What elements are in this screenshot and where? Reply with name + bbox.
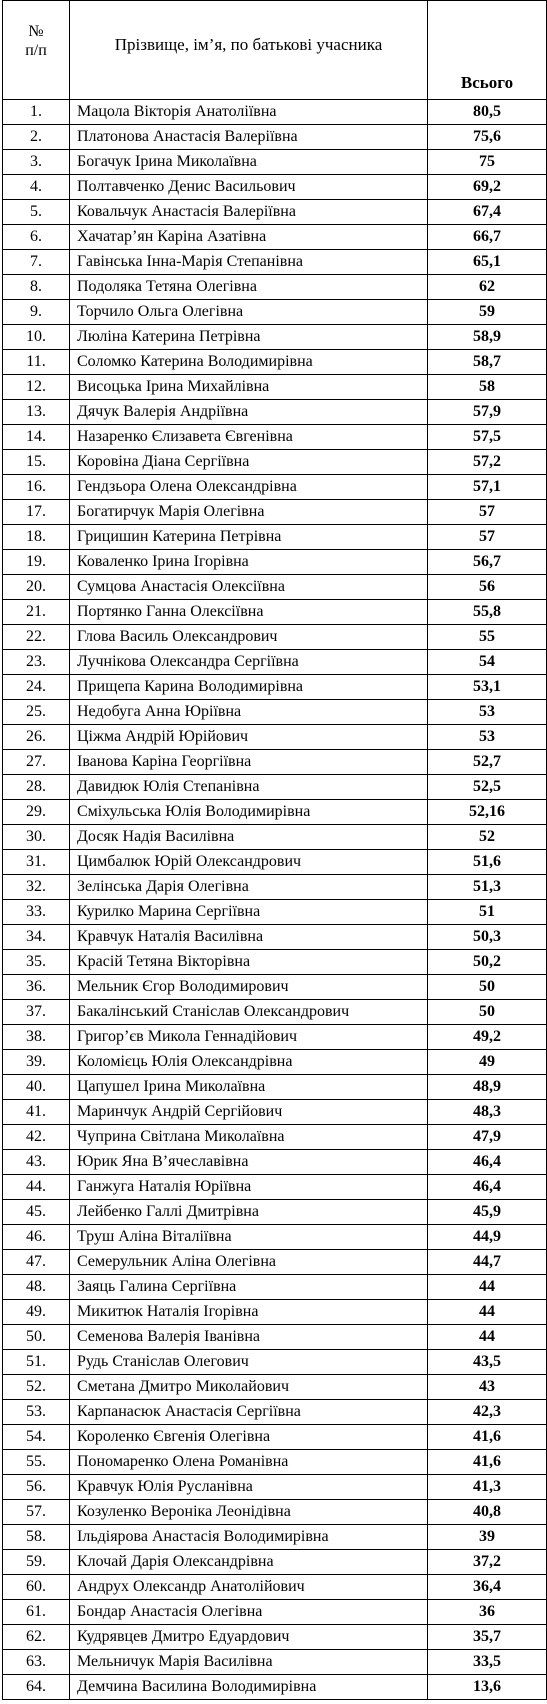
table-row bbox=[3, 1550, 547, 1575]
row-number: 53. bbox=[3, 1400, 70, 1425]
participant-name: Козуленко Вероніка Леонідівна bbox=[70, 1500, 428, 1525]
total-score: 55,8 bbox=[428, 600, 547, 625]
participant-name: Глова Василь Олександрович bbox=[70, 625, 428, 650]
participant-name: Карпанасюк Анастасія Сергіївна bbox=[70, 1400, 428, 1425]
participant-name: Платонова Анастасія Валеріївна bbox=[70, 125, 428, 150]
table-row bbox=[3, 550, 547, 575]
participant-name: Висоцька Ірина Михайлівна bbox=[70, 375, 428, 400]
table-row bbox=[3, 1100, 547, 1125]
participant-name: Маринчук Андрій Сергійович bbox=[70, 1100, 428, 1125]
total-score: 36,4 bbox=[428, 1575, 547, 1600]
total-score: 62 bbox=[428, 275, 547, 300]
table-row bbox=[3, 350, 547, 375]
table-row bbox=[3, 1300, 547, 1325]
total-score: 58 bbox=[428, 375, 547, 400]
participant-name: Семерульник Аліна Олегівна bbox=[70, 1250, 428, 1275]
table-row bbox=[3, 1475, 547, 1500]
table-row bbox=[3, 675, 547, 700]
row-number: 40. bbox=[3, 1075, 70, 1100]
total-score: 65,1 bbox=[428, 250, 547, 275]
row-number: 48. bbox=[3, 1275, 70, 1300]
participant-name: Ільдіярова Анастасія Володимирівна bbox=[70, 1525, 428, 1550]
row-number: 57. bbox=[3, 1500, 70, 1525]
row-number: 49. bbox=[3, 1300, 70, 1325]
table-row bbox=[3, 1675, 547, 1700]
row-number: 46. bbox=[3, 1225, 70, 1250]
table-row bbox=[3, 1250, 547, 1275]
total-score: 58,7 bbox=[428, 350, 547, 375]
total-score: 50,2 bbox=[428, 950, 547, 975]
table-row bbox=[3, 300, 547, 325]
participant-name: Досяк Надія Василівна bbox=[70, 825, 428, 850]
row-number: 20. bbox=[3, 575, 70, 600]
total-score: 57,9 bbox=[428, 400, 547, 425]
participant-name: Полтавченко Денис Васильович bbox=[70, 175, 428, 200]
total-score: 36 bbox=[428, 1600, 547, 1625]
row-number: 17. bbox=[3, 500, 70, 525]
row-number: 35. bbox=[3, 950, 70, 975]
table-row bbox=[3, 1625, 547, 1650]
row-number: 4. bbox=[3, 175, 70, 200]
total-score: 57 bbox=[428, 525, 547, 550]
total-score: 52 bbox=[428, 825, 547, 850]
participant-name: Грицишин Катерина Петрівна bbox=[70, 525, 428, 550]
total-score: 75 bbox=[428, 150, 547, 175]
row-number: 12. bbox=[3, 375, 70, 400]
participant-name: Сумцова Анастасія Олексіївна bbox=[70, 575, 428, 600]
table-row bbox=[3, 1075, 547, 1100]
table-row bbox=[3, 325, 547, 350]
row-number: 45. bbox=[3, 1200, 70, 1225]
participant-name: Клочай Дарія Олександрівна bbox=[70, 1550, 428, 1575]
total-score: 54 bbox=[428, 650, 547, 675]
table-row bbox=[3, 1350, 547, 1375]
table-row bbox=[3, 450, 547, 475]
table-row bbox=[3, 850, 547, 875]
table-row bbox=[3, 1025, 547, 1050]
total-score: 50 bbox=[428, 1000, 547, 1025]
table-row bbox=[3, 650, 547, 675]
total-score: 75,6 bbox=[428, 125, 547, 150]
total-score: 51 bbox=[428, 900, 547, 925]
participant-name: Ковальчук Анастасія Валеріївна bbox=[70, 200, 428, 225]
total-score: 57,1 bbox=[428, 475, 547, 500]
participant-name: Юрик Яна В’ячеславівна bbox=[70, 1150, 428, 1175]
table-row bbox=[3, 1150, 547, 1175]
table-row bbox=[3, 750, 547, 775]
total-score: 42,3 bbox=[428, 1400, 547, 1425]
row-number: 19. bbox=[3, 550, 70, 575]
row-number: 26. bbox=[3, 725, 70, 750]
header-number-symbol: № bbox=[28, 23, 44, 40]
total-score: 58,9 bbox=[428, 325, 547, 350]
total-score: 55 bbox=[428, 625, 547, 650]
row-number: 62. bbox=[3, 1625, 70, 1650]
table-row bbox=[3, 1375, 547, 1400]
participant-name: Хачатар’ян Каріна Азатівна bbox=[70, 225, 428, 250]
row-number: 61. bbox=[3, 1600, 70, 1625]
participant-name: Лейбенко Галлі Дмитрівна bbox=[70, 1200, 428, 1225]
row-number: 51. bbox=[3, 1350, 70, 1375]
row-number: 16. bbox=[3, 475, 70, 500]
total-score: 44,9 bbox=[428, 1225, 547, 1250]
participant-name: Пономаренко Олена Романівна bbox=[70, 1450, 428, 1475]
row-number: 55. bbox=[3, 1450, 70, 1475]
participant-name: Коваленко Ірина Ігорівна bbox=[70, 550, 428, 575]
table-row bbox=[3, 875, 547, 900]
participant-name: Дячук Валерія Андріївна bbox=[70, 400, 428, 425]
row-number: 31. bbox=[3, 850, 70, 875]
table-row bbox=[3, 100, 547, 125]
table-body bbox=[3, 100, 547, 1700]
total-score: 53,1 bbox=[428, 675, 547, 700]
row-number: 14. bbox=[3, 425, 70, 450]
row-number: 27. bbox=[3, 750, 70, 775]
row-number: 34. bbox=[3, 925, 70, 950]
row-number: 39. bbox=[3, 1050, 70, 1075]
table-row bbox=[3, 1050, 547, 1075]
table-row bbox=[3, 975, 547, 1000]
table-row bbox=[3, 400, 547, 425]
row-number: 22. bbox=[3, 625, 70, 650]
total-score: 57,2 bbox=[428, 450, 547, 475]
table-row bbox=[3, 1650, 547, 1675]
total-score: 53 bbox=[428, 725, 547, 750]
table-row bbox=[3, 725, 547, 750]
total-score: 47,9 bbox=[428, 1125, 547, 1150]
participant-name: Лучнікова Олександра Сергіївна bbox=[70, 650, 428, 675]
participant-name: Богатирчук Марія Олегівна bbox=[70, 500, 428, 525]
total-score: 49,2 bbox=[428, 1025, 547, 1050]
total-score: 51,6 bbox=[428, 850, 547, 875]
table-row bbox=[3, 625, 547, 650]
total-score: 39 bbox=[428, 1525, 547, 1550]
table-row bbox=[3, 1325, 547, 1350]
participant-name: Григор’єв Микола Геннадійович bbox=[70, 1025, 428, 1050]
header-total: Всього bbox=[428, 1, 547, 100]
table-row bbox=[3, 925, 547, 950]
row-number: 37. bbox=[3, 1000, 70, 1025]
header-name: Прізвище, ім’я, по батькові учасника bbox=[70, 1, 428, 100]
total-score: 66,7 bbox=[428, 225, 547, 250]
participant-name: Торчило Ольга Олегівна bbox=[70, 300, 428, 325]
total-score: 43 bbox=[428, 1375, 547, 1400]
row-number: 6. bbox=[3, 225, 70, 250]
participant-name: Андрух Олександр Анатолійович bbox=[70, 1575, 428, 1600]
total-score: 44 bbox=[428, 1325, 547, 1350]
table-row bbox=[3, 1575, 547, 1600]
total-score: 57,5 bbox=[428, 425, 547, 450]
participant-name: Микитюк Наталія Ігорівна bbox=[70, 1300, 428, 1325]
row-number: 56. bbox=[3, 1475, 70, 1500]
row-number: 59. bbox=[3, 1550, 70, 1575]
participant-name: Мацола Вікторія Анатоліївна bbox=[70, 100, 428, 125]
row-number: 18. bbox=[3, 525, 70, 550]
row-number: 41. bbox=[3, 1100, 70, 1125]
table-row bbox=[3, 250, 547, 275]
participant-name: Соломко Катерина Володимирівна bbox=[70, 350, 428, 375]
table-row bbox=[3, 700, 547, 725]
row-number: 50. bbox=[3, 1325, 70, 1350]
results-table bbox=[2, 0, 547, 1700]
row-number: 47. bbox=[3, 1250, 70, 1275]
row-number: 5. bbox=[3, 200, 70, 225]
row-number: 52. bbox=[3, 1375, 70, 1400]
total-score: 40,8 bbox=[428, 1500, 547, 1525]
participant-name: Чуприна Світлана Миколаївна bbox=[70, 1125, 428, 1150]
row-number: 1. bbox=[3, 100, 70, 125]
table-row bbox=[3, 225, 547, 250]
participant-name: Коровіна Діана Сергіївна bbox=[70, 450, 428, 475]
total-score: 13,6 bbox=[428, 1675, 547, 1700]
row-number: 13. bbox=[3, 400, 70, 425]
participant-name: Ціжма Андрій Юрійович bbox=[70, 725, 428, 750]
row-number: 63. bbox=[3, 1650, 70, 1675]
participant-name: Курилко Марина Сергіївна bbox=[70, 900, 428, 925]
header-number-abbr: п/п bbox=[25, 42, 47, 59]
participant-name: Кравчук Юлія Русланівна bbox=[70, 1475, 428, 1500]
participant-name: Гендзьора Олена Олександрівна bbox=[70, 475, 428, 500]
total-score: 57 bbox=[428, 500, 547, 525]
total-score: 41,6 bbox=[428, 1425, 547, 1450]
total-score: 48,9 bbox=[428, 1075, 547, 1100]
total-score: 52,16 bbox=[428, 800, 547, 825]
participant-name: Богачук Ірина Миколаївна bbox=[70, 150, 428, 175]
participant-name: Цимбалюк Юрій Олександрович bbox=[70, 850, 428, 875]
table-row bbox=[3, 1400, 547, 1425]
table-row bbox=[3, 125, 547, 150]
participant-name: Рудь Станіслав Олегович bbox=[70, 1350, 428, 1375]
total-score: 33,5 bbox=[428, 1650, 547, 1675]
row-number: 15. bbox=[3, 450, 70, 475]
total-score: 59 bbox=[428, 300, 547, 325]
total-score: 80,5 bbox=[428, 100, 547, 125]
participant-name: Люліна Катерина Петрівна bbox=[70, 325, 428, 350]
participant-name: Іванова Каріна Георгіївна bbox=[70, 750, 428, 775]
total-score: 49 bbox=[428, 1050, 547, 1075]
total-score: 48,3 bbox=[428, 1100, 547, 1125]
table-row bbox=[3, 1000, 547, 1025]
table-row bbox=[3, 500, 547, 525]
total-score: 50 bbox=[428, 975, 547, 1000]
row-number: 3. bbox=[3, 150, 70, 175]
total-score: 50,3 bbox=[428, 925, 547, 950]
row-number: 23. bbox=[3, 650, 70, 675]
table-row bbox=[3, 1225, 547, 1250]
total-score: 46,4 bbox=[428, 1175, 547, 1200]
participant-name: Бондар Анастасія Олегівна bbox=[70, 1600, 428, 1625]
row-number: 29. bbox=[3, 800, 70, 825]
participant-name: Ганжуга Наталія Юріївна bbox=[70, 1175, 428, 1200]
total-score: 37,2 bbox=[428, 1550, 547, 1575]
participant-name: Назаренко Єлизавета Євгенівна bbox=[70, 425, 428, 450]
row-number: 64. bbox=[3, 1675, 70, 1700]
participant-name: Мельничук Марія Василівна bbox=[70, 1650, 428, 1675]
participant-name: Труш Аліна Віталіївна bbox=[70, 1225, 428, 1250]
total-score: 35,7 bbox=[428, 1625, 547, 1650]
participant-name: Недобуга Анна Юріївна bbox=[70, 700, 428, 725]
table-row bbox=[3, 1275, 547, 1300]
table-row bbox=[3, 775, 547, 800]
table-row bbox=[3, 825, 547, 850]
header-number bbox=[3, 1, 70, 100]
total-score: 51,3 bbox=[428, 875, 547, 900]
table-row bbox=[3, 1425, 547, 1450]
participant-name: Цапушел Ірина Миколаївна bbox=[70, 1075, 428, 1100]
participant-name: Демчина Василина Володимирівна bbox=[70, 1675, 428, 1700]
total-score: 45,9 bbox=[428, 1200, 547, 1225]
row-number: 58. bbox=[3, 1525, 70, 1550]
row-number: 60. bbox=[3, 1575, 70, 1600]
table-row bbox=[3, 475, 547, 500]
table-row bbox=[3, 1600, 547, 1625]
participant-name: Портянко Ганна Олексіївна bbox=[70, 600, 428, 625]
participant-name: Кравчук Наталія Василівна bbox=[70, 925, 428, 950]
total-score: 56,7 bbox=[428, 550, 547, 575]
row-number: 24. bbox=[3, 675, 70, 700]
total-score: 53 bbox=[428, 700, 547, 725]
total-score: 44 bbox=[428, 1275, 547, 1300]
table-row bbox=[3, 150, 547, 175]
participant-name: Кудрявцев Дмитро Едуардович bbox=[70, 1625, 428, 1650]
row-number: 25. bbox=[3, 700, 70, 725]
table-row bbox=[3, 1525, 547, 1550]
row-number: 11. bbox=[3, 350, 70, 375]
table-row bbox=[3, 200, 547, 225]
table-row bbox=[3, 1125, 547, 1150]
total-score: 52,5 bbox=[428, 775, 547, 800]
total-score: 41,3 bbox=[428, 1475, 547, 1500]
table-row bbox=[3, 600, 547, 625]
total-score: 44 bbox=[428, 1300, 547, 1325]
row-number: 30. bbox=[3, 825, 70, 850]
total-score: 56 bbox=[428, 575, 547, 600]
participant-name: Красій Тетяна Вікторівна bbox=[70, 950, 428, 975]
row-number: 44. bbox=[3, 1175, 70, 1200]
row-number: 43. bbox=[3, 1150, 70, 1175]
table-row bbox=[3, 1500, 547, 1525]
table-row bbox=[3, 1200, 547, 1225]
row-number: 8. bbox=[3, 275, 70, 300]
table-row bbox=[3, 1175, 547, 1200]
table-row bbox=[3, 275, 547, 300]
row-number: 36. bbox=[3, 975, 70, 1000]
row-number: 42. bbox=[3, 1125, 70, 1150]
participant-name: Давидюк Юлія Степанівна bbox=[70, 775, 428, 800]
total-score: 41,6 bbox=[428, 1450, 547, 1475]
header-row bbox=[3, 1, 547, 100]
participant-name: Зелінська Дарія Олегівна bbox=[70, 875, 428, 900]
participant-name: Коломієць Юлія Олександрівна bbox=[70, 1050, 428, 1075]
table-row bbox=[3, 425, 547, 450]
participant-name: Подоляка Тетяна Олегівна bbox=[70, 275, 428, 300]
participant-name: Семенова Валерія Іванівна bbox=[70, 1325, 428, 1350]
total-score: 69,2 bbox=[428, 175, 547, 200]
row-number: 28. bbox=[3, 775, 70, 800]
participant-name: Сметана Дмитро Миколайович bbox=[70, 1375, 428, 1400]
table-row bbox=[3, 1450, 547, 1475]
participant-name: Гавінська Інна-Марія Степанівна bbox=[70, 250, 428, 275]
row-number: 54. bbox=[3, 1425, 70, 1450]
row-number: 32. bbox=[3, 875, 70, 900]
participant-name: Прищепа Карина Володимирівна bbox=[70, 675, 428, 700]
row-number: 33. bbox=[3, 900, 70, 925]
table-row bbox=[3, 525, 547, 550]
table-row bbox=[3, 900, 547, 925]
row-number: 21. bbox=[3, 600, 70, 625]
total-score: 44,7 bbox=[428, 1250, 547, 1275]
table-row bbox=[3, 575, 547, 600]
table-row bbox=[3, 175, 547, 200]
participant-name: Сміхульська Юлія Володимирівна bbox=[70, 800, 428, 825]
table-row bbox=[3, 800, 547, 825]
total-score: 67,4 bbox=[428, 200, 547, 225]
participant-name: Заяць Галина Сергіївна bbox=[70, 1275, 428, 1300]
row-number: 7. bbox=[3, 250, 70, 275]
total-score: 52,7 bbox=[428, 750, 547, 775]
row-number: 10. bbox=[3, 325, 70, 350]
row-number: 38. bbox=[3, 1025, 70, 1050]
total-score: 43,5 bbox=[428, 1350, 547, 1375]
table-row bbox=[3, 950, 547, 975]
row-number: 9. bbox=[3, 300, 70, 325]
total-score: 46,4 bbox=[428, 1150, 547, 1175]
table-row bbox=[3, 375, 547, 400]
participant-name: Бакалінський Станіслав Олександрович bbox=[70, 1000, 428, 1025]
participant-name: Короленко Євгенія Олегівна bbox=[70, 1425, 428, 1450]
row-number: 2. bbox=[3, 125, 70, 150]
participant-name: Мельник Єгор Володимирович bbox=[70, 975, 428, 1000]
